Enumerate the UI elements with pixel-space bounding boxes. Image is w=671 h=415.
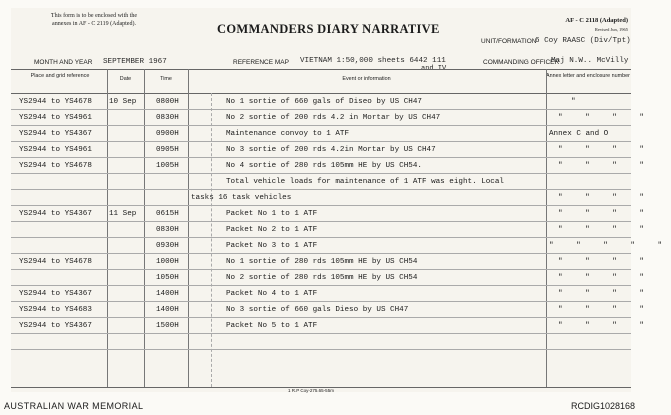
map-value: VIETNAM 1:50,000 sheets 6442 111 — [300, 57, 446, 65]
place-cell: YS2944 to YS4678 — [19, 98, 92, 106]
place-cell: YS2944 to YS4367 — [19, 210, 92, 218]
place-cell: YS2944 to YS4678 — [19, 258, 92, 266]
event-cell: Packet No 2 to 1 ATF — [226, 226, 318, 234]
table-row — [11, 127, 631, 142]
event-cell: No 3 sortie of 200 rds 4.2in Mortar by US CH47 — [226, 146, 436, 154]
table-row — [11, 143, 653, 158]
annex-cell: " " " " — [558, 322, 653, 330]
table-row — [11, 319, 653, 334]
date-cell: 10 Sep — [109, 98, 137, 106]
time-cell: 0830H — [156, 114, 179, 122]
header-date: Date — [119, 76, 132, 82]
header-bottom-rule — [11, 93, 631, 94]
header-place: Place and grid reference — [30, 73, 90, 79]
annex-cell: " " " " — [558, 146, 653, 154]
event-cell: No 1 sortie of 280 rds 105mm HE by US CH54 — [226, 258, 418, 266]
table-row — [11, 95, 631, 110]
annex-cell: " — [571, 98, 585, 106]
event-cell: No 3 sortie of 660 gals Dieso by US CH47 — [226, 306, 409, 314]
table-row — [11, 223, 653, 238]
place-cell: YS2944 to YS4683 — [19, 306, 92, 314]
diary-form — [11, 8, 671, 392]
header-annex: Annex letter and enclosure number — [546, 73, 630, 79]
event-cell: tasks 16 task vehicles — [191, 194, 292, 202]
date-cell: 11 Sep — [109, 210, 137, 218]
table-row — [11, 239, 671, 254]
table-row — [11, 191, 653, 206]
header-time: Time — [160, 76, 172, 82]
annex-cell: " " " " — [558, 306, 653, 314]
place-cell: YS2944 to YS4367 — [19, 130, 92, 138]
event-cell: No 2 sortie of 200 rds 4.2 in Mortar by US CH47 — [226, 114, 441, 122]
event-cell: Packet No 5 to 1 ATF — [226, 322, 318, 330]
annex-cell: " " " " " — [549, 242, 671, 250]
annex-cell: " " " " — [558, 290, 653, 298]
row-rule — [11, 349, 631, 350]
place-cell: YS2944 to YS4367 — [19, 290, 92, 298]
place-cell: YS2944 to YS4678 — [19, 162, 92, 170]
time-cell: 1500H — [156, 322, 179, 330]
form-revision: Revised Jun, 1965 — [594, 27, 628, 32]
time-cell: 0800H — [156, 98, 179, 106]
event-cell: Maintenance convoy to 1 ATF — [226, 130, 350, 138]
place-cell: YS2944 to YS4961 — [19, 114, 92, 122]
table-row — [11, 159, 653, 174]
time-cell: 0930H — [156, 242, 179, 250]
time-cell: 0900H — [156, 130, 179, 138]
form-note: This form is to be enclosed with the annexes in AF - C 2119 (Adapted). — [50, 13, 138, 27]
annex-cell: " " " " — [558, 226, 653, 234]
place-cell: YS2944 to YS4961 — [19, 146, 92, 154]
time-cell: 1000H — [156, 258, 179, 266]
form-id: AF - C 2118 (Adapted) — [565, 17, 628, 24]
annex-cell: Annex C and O — [549, 130, 609, 138]
archive-id: RCDIG1028168 — [570, 401, 635, 411]
event-cell: No 2 sortie of 280 rds 105mm HE by US CH54 — [226, 274, 418, 282]
table-row — [11, 111, 653, 126]
table-row — [11, 271, 653, 286]
annex-cell: " " " " — [558, 162, 653, 170]
table-row — [11, 287, 653, 302]
event-cell: Total vehicle loads for maintenance of 1 ATF was eight. Local — [226, 178, 504, 186]
map-value-continued: and IV — [421, 65, 447, 73]
table-row — [11, 175, 631, 190]
unit-value: 6 Coy RAASC (Div/Tpt) — [535, 37, 631, 45]
event-cell: Packet No 1 to 1 ATF — [226, 210, 318, 218]
annex-cell: " " " " — [558, 114, 653, 122]
page-title: COMMANDERS DIARY NARRATIVE — [217, 22, 440, 36]
place-cell: YS2944 to YS4367 — [19, 322, 92, 330]
table-row — [11, 207, 653, 222]
time-cell: 1400H — [156, 290, 179, 298]
header-event: Event or information — [342, 76, 391, 82]
annex-cell: " " " " — [558, 274, 653, 282]
table-row — [11, 255, 653, 270]
map-label: REFERENCE MAP — [233, 59, 289, 66]
time-cell: 1050H — [156, 274, 179, 282]
time-cell: 0905H — [156, 146, 179, 154]
unit-label: UNIT/FORMATION — [481, 38, 537, 45]
time-cell: 0830H — [156, 226, 179, 234]
archive-credit: AUSTRALIAN WAR MEMORIAL — [4, 401, 144, 411]
annex-cell: " " " " — [558, 210, 653, 218]
time-cell: 1005H — [156, 162, 179, 170]
header-top-rule — [11, 69, 631, 70]
officer-value: Maj N.W.. McVilly — [551, 57, 629, 65]
table-row — [11, 303, 653, 318]
event-cell: No 4 sortie of 280 rds 105mm HE by US CH54. — [226, 162, 422, 170]
event-cell: Packet No 3 to 1 ATF — [226, 242, 318, 250]
officer-label: COMMANDING OFFICER — [483, 59, 560, 66]
month-value: SEPTEMBER 1967 — [103, 58, 167, 66]
time-cell: 0615H — [156, 210, 179, 218]
annex-cell: " " " " — [558, 194, 653, 202]
month-label: MONTH AND YEAR — [34, 59, 93, 66]
event-cell: Packet No 4 to 1 ATF — [226, 290, 318, 298]
print-code: 1 R.P Coy-275.65-55m — [288, 388, 334, 393]
time-cell: 1400H — [156, 306, 179, 314]
event-cell: No 1 sortie of 660 gals of Diseo by US CH47 — [226, 98, 422, 106]
annex-cell: " " " " — [558, 258, 653, 266]
